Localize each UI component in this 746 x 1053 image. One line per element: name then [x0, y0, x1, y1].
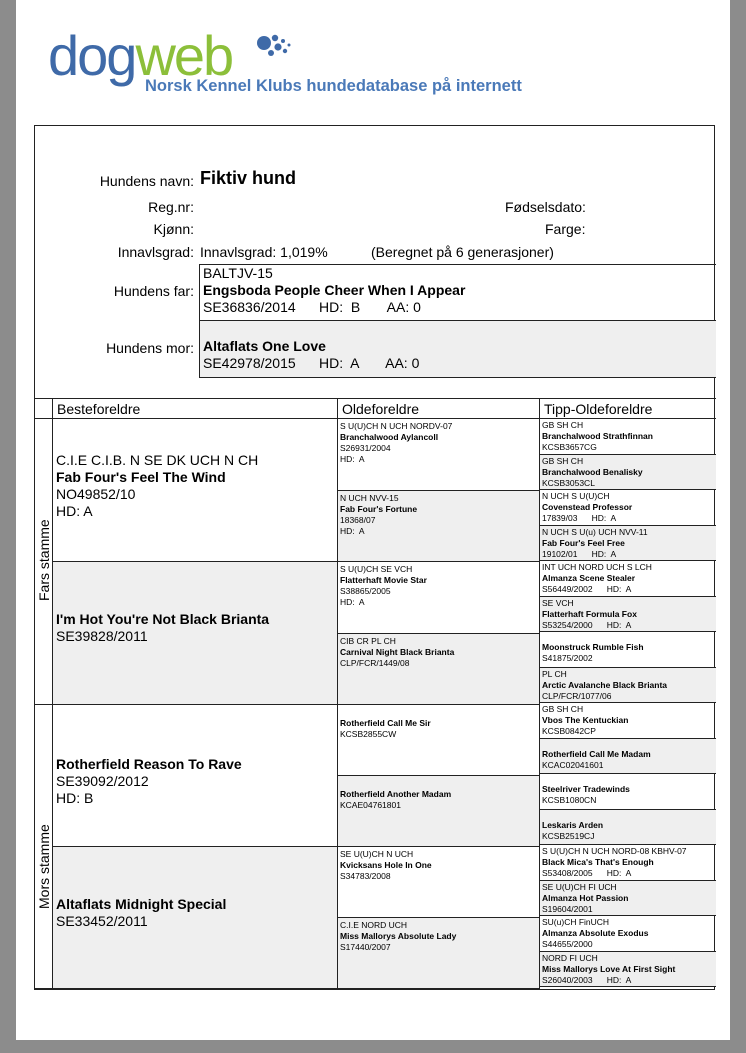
grandparent-name[interactable]: Fab Four's Feel The Wind: [56, 469, 226, 485]
great-great-grandparent-cell[interactable]: [540, 810, 716, 845]
great-great-grandparent-titles: GB SH CH: [542, 420, 584, 430]
great-great-grandparent-name[interactable]: Almanza Absolute Exodus: [542, 928, 649, 938]
grandparent-cell[interactable]: [53, 419, 338, 562]
great-great-grandparent-reg: KCSB3657CG: [542, 442, 597, 452]
great-grandparent-name[interactable]: Kvicksans Hole In One: [340, 860, 432, 870]
pedigree-page: [16, 0, 730, 1040]
great-grandparent-reg: S34783/2008: [340, 871, 391, 881]
sex-label: Kjønn:: [153, 221, 194, 237]
mother-box[interactable]: [199, 321, 716, 378]
grandparent-name[interactable]: Altaflats Midnight Special: [56, 896, 227, 912]
great-grandparent-name[interactable]: Carnival Night Black Brianta: [340, 647, 455, 657]
great-grandparent-reg: KCAE04761801: [340, 800, 401, 810]
great-great-grandparent-titles: SE U(U)CH FI UCH: [542, 882, 617, 892]
great-grandparent-titles: N UCH NVV-15: [340, 493, 399, 503]
great-grandparent-cell[interactable]: [338, 491, 540, 562]
great-grandparent-name[interactable]: Miss Mallorys Absolute Lady: [340, 931, 457, 941]
great-great-grandparent-name[interactable]: Rotherfield Call Me Madam: [542, 749, 651, 759]
great-great-grandparent-titles: INT UCH NORD UCH S LCH: [542, 562, 652, 572]
great-great-grandparent-name[interactable]: Miss Mallorys Love At First Sight: [542, 964, 676, 974]
great-grandparent-cell[interactable]: [338, 918, 540, 989]
great-great-grandparent-reg: KCSB1080CN: [542, 795, 597, 805]
dog-frame: [34, 125, 715, 990]
great-great-grandparent-cell[interactable]: [540, 881, 716, 916]
great-great-grandparent-name[interactable]: Arctic Avalanche Black Brianta: [542, 680, 668, 690]
inbreeding-note: (Beregnet på 6 generasjoner): [371, 244, 554, 260]
great-great-grandparent-reg: 17839/03 HD: A: [542, 513, 617, 523]
header-grandparents: Besteforeldre: [53, 398, 338, 419]
great-great-grandparent-name[interactable]: Flatterhaft Formula Fox: [542, 609, 637, 619]
great-great-grandparent-cell[interactable]: [540, 774, 716, 810]
great-great-grandparent-cell[interactable]: [540, 597, 716, 632]
header-great-great-grandparents: Tipp-Oldeforeldre: [540, 398, 716, 419]
color-label: Farge:: [545, 221, 586, 237]
father-label: Hundens far:: [113, 283, 194, 299]
great-great-grandparent-name[interactable]: Almanza Hot Passion: [542, 893, 629, 903]
great-great-grandparent-name[interactable]: Branchalwood Strathfinnan: [542, 431, 653, 441]
pedigree-table: [35, 398, 716, 990]
header-spacer: [35, 398, 53, 419]
father-name[interactable]: Engsboda People Cheer When I Appear: [203, 282, 466, 298]
great-great-grandparent-titles: SU(u)CH FinUCH: [542, 917, 610, 927]
great-grandparent-hd: HD: A: [340, 526, 365, 536]
father-box[interactable]: [199, 264, 716, 321]
grandparent-name[interactable]: Rotherfield Reason To Rave: [56, 756, 242, 772]
great-great-grandparent-cell[interactable]: [540, 739, 716, 774]
great-great-grandparent-reg: KCSB3053CL: [542, 478, 595, 488]
great-great-grandparent-name[interactable]: Almanza Scene Stealer: [542, 573, 636, 583]
great-great-grandparent-titles: NORD FI UCH: [542, 953, 598, 963]
great-grandparent-reg: KCSB2855CW: [340, 729, 397, 739]
mother-reg: SE42978/2015 HD: A AA: 0: [203, 355, 420, 371]
great-great-grandparent-reg: KCSB2519CJ: [542, 831, 595, 841]
great-great-grandparent-reg: S44655/2000: [542, 939, 593, 949]
great-grandparent-cell[interactable]: [338, 562, 540, 634]
great-great-grandparent-reg: S26040/2003 HD: A: [542, 975, 632, 985]
great-grandparent-cell[interactable]: [338, 705, 540, 776]
great-grandparent-reg: S26931/2004: [340, 443, 391, 453]
father-reg: SE36836/2014 HD: B AA: 0: [203, 299, 421, 315]
great-great-grandparent-cell[interactable]: [540, 455, 716, 490]
great-grandparent-cell[interactable]: [338, 776, 540, 847]
great-grandparent-cell[interactable]: [338, 419, 540, 491]
great-great-grandparent-reg: S53254/2000 HD: A: [542, 620, 632, 630]
grandparent-cell[interactable]: [53, 562, 338, 705]
great-grandparent-name[interactable]: Branchalwood Aylancoll: [340, 432, 439, 442]
inbreeding-label: Innavlsgrad:: [117, 244, 194, 260]
logo-wordmark: [48, 24, 233, 87]
great-grandparent-name[interactable]: Fab Four's Fortune: [340, 504, 418, 514]
name-label: Hundens navn:: [99, 173, 194, 189]
great-grandparent-name[interactable]: Rotherfield Another Madam: [340, 789, 452, 799]
grandparent-hd: HD: B: [56, 790, 94, 806]
great-great-grandparent-name[interactable]: Steelriver Tradewinds: [542, 784, 630, 794]
dam-side-cell: [35, 705, 53, 989]
great-great-grandparent-reg: S53408/2005 HD: A: [542, 868, 632, 878]
great-great-grandparent-cell[interactable]: [540, 845, 716, 881]
great-grandparent-titles: S U(U)CH N UCH NORDV-07: [340, 421, 453, 431]
great-grandparent-titles: CIB CR PL CH: [340, 636, 396, 646]
sire-side-cell: [35, 419, 53, 705]
logo-dog-text: dog: [48, 24, 136, 87]
great-great-grandparent-name[interactable]: Leskaris Arden: [542, 820, 604, 830]
great-great-grandparent-name[interactable]: Black Mica's That's Enough: [542, 857, 654, 867]
great-great-grandparent-titles: N UCH S U(U)CH: [542, 491, 610, 501]
great-great-grandparent-cell[interactable]: [540, 632, 716, 668]
great-grandparent-hd: HD: A: [340, 597, 365, 607]
great-grandparent-name[interactable]: Rotherfield Call Me Sir: [340, 718, 431, 728]
grandparent-reg: NO49852/10: [56, 486, 136, 502]
great-great-grandparent-name[interactable]: Fab Four's Feel Free: [542, 538, 625, 548]
great-great-grandparent-reg: S56449/2002 HD: A: [542, 584, 632, 594]
great-grandparent-cell[interactable]: [338, 847, 540, 918]
great-great-grandparent-titles: GB SH CH: [542, 456, 584, 466]
grandparent-reg: SE39828/2011: [56, 628, 148, 644]
great-great-grandparent-cell[interactable]: [540, 419, 716, 455]
great-great-grandparent-titles: PL CH: [542, 669, 567, 679]
great-grandparent-reg: CLP/FCR/1449/08: [340, 658, 410, 668]
grandparent-reg: SE39092/2012: [56, 773, 149, 789]
great-great-grandparent-reg: KCAC02041601: [542, 760, 604, 770]
great-grandparent-reg: 18368/07: [340, 515, 376, 525]
great-grandparent-name[interactable]: Flatterhaft Movie Star: [340, 575, 427, 585]
great-great-grandparent-reg: 19102/01 HD: A: [542, 549, 617, 559]
great-great-grandparent-titles: S U(U)CH N UCH NORD-08 KBHV-07: [542, 846, 687, 856]
great-great-grandparent-name[interactable]: Covenstead Professor: [542, 502, 633, 512]
great-great-grandparent-name[interactable]: Vbos The Kentuckian: [542, 715, 629, 725]
regnr-label: Reg.nr:: [148, 199, 194, 215]
grandparent-titles: C.I.E C.I.B. N SE DK UCH N CH: [56, 452, 259, 468]
great-great-grandparent-reg: S41875/2002: [542, 653, 593, 663]
great-grandparent-reg: S17440/2007: [340, 942, 391, 952]
great-great-grandparent-cell[interactable]: [540, 526, 716, 561]
great-grandparent-cell[interactable]: [338, 634, 540, 705]
great-great-grandparent-name[interactable]: Moonstruck Rumble Fish: [542, 642, 644, 652]
great-grandparent-titles: C.I.E NORD UCH: [340, 920, 408, 930]
great-great-grandparent-cell[interactable]: [540, 916, 716, 952]
header-great-grandparents: Oldeforeldre: [338, 398, 540, 419]
mother-label: Hundens mor:: [106, 340, 194, 356]
dam-side-label: Mors stamme: [36, 824, 52, 909]
sire-side-label: Fars stamme: [36, 519, 52, 601]
logo-web-text: web: [135, 24, 233, 87]
great-grandparent-hd: HD: A: [340, 454, 365, 464]
great-great-grandparent-titles: N UCH S U(u) UCH NVV-11: [542, 527, 648, 537]
great-great-grandparent-cell[interactable]: [540, 490, 716, 526]
grandparent-reg: SE33452/2011: [56, 913, 148, 929]
great-great-grandparent-titles: GB SH CH: [542, 704, 584, 714]
great-great-grandparent-reg: S19604/2001: [542, 904, 593, 914]
great-grandparent-reg: S38865/2005: [340, 586, 391, 596]
logo-dots-icon: [256, 34, 296, 64]
father-titles: BALTJV-15: [203, 265, 273, 281]
mother-name[interactable]: Altaflats One Love: [203, 338, 326, 354]
dog-name: Fiktiv hund: [200, 168, 296, 188]
great-great-grandparent-cell[interactable]: [540, 561, 716, 597]
birth-label: Fødselsdato:: [505, 199, 586, 215]
great-grandparent-titles: S U(U)CH SE VCH: [340, 564, 413, 574]
great-great-grandparent-cell[interactable]: [540, 952, 716, 987]
great-great-grandparent-reg: KCSB0842CP: [542, 726, 596, 736]
logo-tagline: Norsk Kennel Klubs hundedatabase på internett: [145, 77, 522, 95]
great-great-grandparent-name[interactable]: Branchalwood Benalisky: [542, 467, 643, 477]
great-great-grandparent-titles: SE VCH: [542, 598, 574, 608]
grandparent-hd: HD: A: [56, 503, 93, 519]
grandparent-name[interactable]: I'm Hot You're Not Black Brianta: [56, 611, 270, 627]
great-great-grandparent-cell[interactable]: [540, 703, 716, 739]
great-great-grandparent-reg: CLP/FCR/1077/06: [542, 691, 612, 701]
grandparent-cell[interactable]: [53, 705, 338, 847]
grandparent-cell[interactable]: [53, 847, 338, 989]
inbreeding-value: Innavlsgrad: 1,019%: [200, 244, 328, 260]
great-great-grandparent-cell[interactable]: [540, 668, 716, 703]
great-grandparent-titles: SE U(U)CH N UCH: [340, 849, 414, 859]
